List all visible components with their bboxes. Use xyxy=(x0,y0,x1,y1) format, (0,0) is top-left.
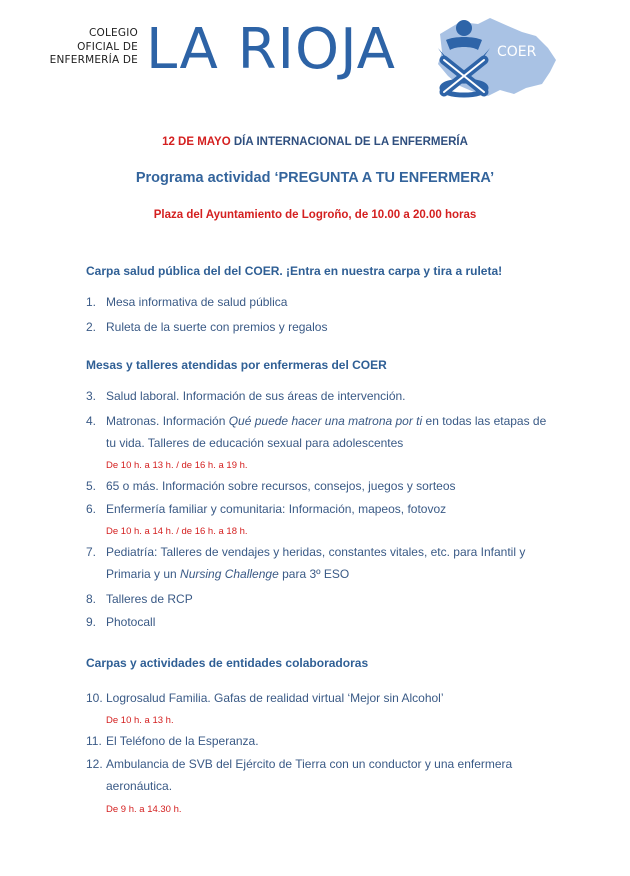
event-date: 12 DE MAYO xyxy=(162,136,231,148)
item-text: Photocall xyxy=(106,615,156,629)
event-place: Plaza del Ayuntamiento de Logroño, de 10.00 a 20.00 horas xyxy=(153,209,477,221)
item-number: 6. xyxy=(86,502,97,516)
item-text-italic: Nursing Challenge xyxy=(180,567,279,581)
program-title: Programa actividad ‘PREGUNTA A TU ENFERMERA’ xyxy=(135,170,495,186)
item-number: 7. xyxy=(86,545,97,559)
schedule-note: De 10 h. a 14 h. / de 16 h. a 18 h. xyxy=(106,526,248,537)
coer-logo-icon xyxy=(430,14,562,100)
schedule-note: De 10 h. a 13 h. xyxy=(106,715,174,726)
section-heading-partners: Carpas y actividades de entidades colaboradoras xyxy=(86,656,369,670)
section-heading-coer-tables: Mesas y talleres atendidas por enfermeras del COER xyxy=(86,358,387,372)
schedule-note: De 10 h. a 13 h. / de 16 h. a 19 h. xyxy=(106,460,248,471)
item-text-italic: Qué puede hacer una matrona por ti xyxy=(228,414,423,428)
item-text-part: Matronas. Información xyxy=(106,414,229,428)
figure-head xyxy=(456,20,472,36)
item-number: 4. xyxy=(86,414,97,428)
item-number: 3. xyxy=(86,389,97,403)
college-name-line-2: OFICIAL DE xyxy=(77,40,138,53)
item-text xyxy=(106,541,558,585)
event-name: DÍA INTERNACIONAL DE LA ENFERMERÍA xyxy=(233,136,468,148)
college-name-line-1: COLEGIO xyxy=(89,27,138,39)
item-text: El Teléfono de la Esperanza. xyxy=(106,734,259,748)
item-number: 11. xyxy=(86,734,102,748)
college-name-line-3: ENFERMERÍA DE xyxy=(49,54,138,66)
item-number: 9. xyxy=(86,615,97,629)
item-text: Logrosalud Familia. Gafas de realidad virtual ‘Mejor sin Alcohol’ xyxy=(106,691,444,705)
item-number: 10. xyxy=(86,691,103,705)
item-text: Talleres de RCP xyxy=(106,592,193,606)
item-text: Ambulancia de SVB del Ejército de Tierra con un conductor y una enfermera aeronáutica. xyxy=(106,757,513,793)
letterhead xyxy=(0,0,630,110)
schedule-note: De 9 h. a 14.30 h. xyxy=(106,804,182,815)
item-text-part: en todas las etapas de tu vida. Talleres de educación sexual para adolescentes xyxy=(106,414,547,450)
item-text: Enfermería familiar y comunitaria: Información, mapeos, fotovoz xyxy=(106,502,447,516)
item-number: 12. xyxy=(86,757,103,771)
item-text-part: para 3º ESO xyxy=(278,567,350,581)
item-text: Mesa informativa de salud pública xyxy=(106,295,288,309)
college-name xyxy=(36,27,138,68)
item-text: Salud laboral. Información de sus áreas de intervención. xyxy=(106,389,406,403)
date-headline xyxy=(0,136,630,148)
item-text: Ruleta de la suerte con premios y regalos xyxy=(106,320,328,334)
item-text xyxy=(106,410,558,454)
item-number: 5. xyxy=(86,479,97,493)
item-text-part: Pediatría: Talleres de vendajes y heridas, constantes vitales, etc. para Infantil y Primaria y un xyxy=(106,545,526,581)
coer-logo-text: COER xyxy=(497,44,537,60)
region-title: LA RIOJA xyxy=(146,17,396,82)
item-number: 8. xyxy=(86,592,97,606)
section-heading-coer-tent: Carpa salud pública del del COER. ¡Entra en nuestra carpa y tira a ruleta! xyxy=(86,264,503,278)
item-number: 1. xyxy=(86,295,97,309)
item-number: 2. xyxy=(86,320,97,334)
item-text: 65 o más. Información sobre recursos, consejos, juegos y sorteos xyxy=(106,479,456,493)
